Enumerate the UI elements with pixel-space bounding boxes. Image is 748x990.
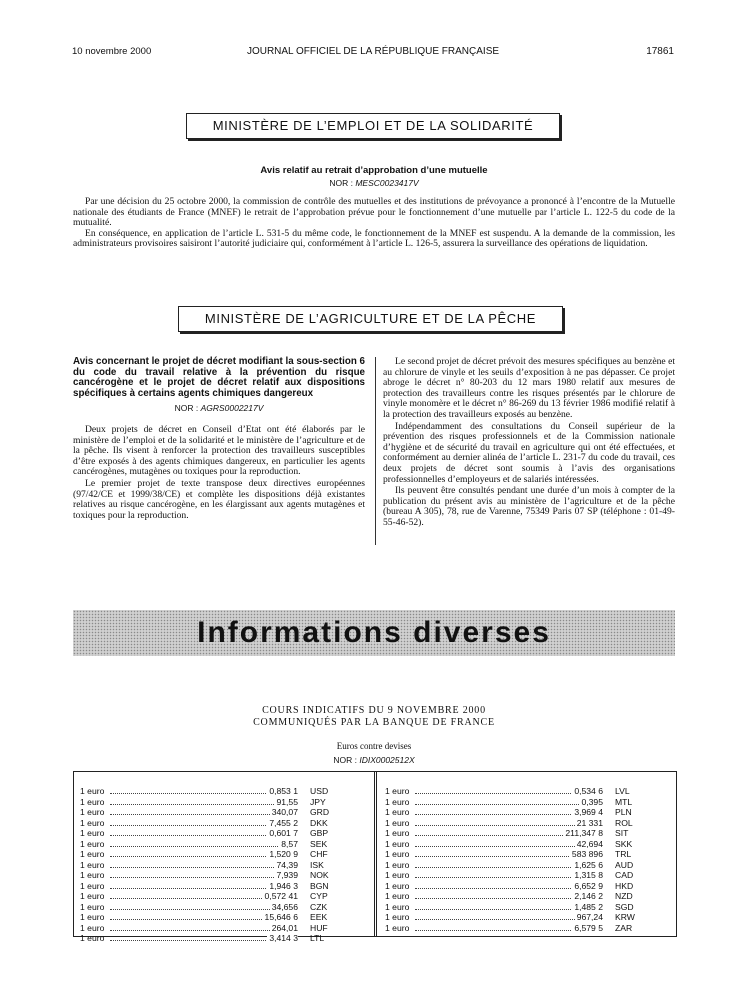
rate-label: 1 euro <box>80 870 105 880</box>
currency-code: ISK <box>310 859 324 870</box>
currency-code: GRD <box>310 807 330 817</box>
paragraph: Le second projet de décret prévoit des mesures spécifiques au benzène et au chlorure de vinyle et les seuils d’exposition à ne pas dépasser. Ce projet abroge le décret n° 80-203 du 12 mars 1980 relatif aux mesures de protection des travailleurs contre les risques présentés par le chlorure de vinyle monomère et le décret n° 86-269 du 13 février 1986 modifié relatif à la protection des travailleurs exposés au benzène. <box>383 356 675 420</box>
right-column <box>383 357 675 530</box>
rates-left-column <box>80 786 360 944</box>
rate-value: 1,625 6 <box>574 859 603 870</box>
rate-value: 42,694 <box>576 838 603 849</box>
rate-value: 6,579 5 <box>574 922 603 933</box>
nor-code: IDIX0002512X <box>359 755 415 765</box>
nor-label: NOR : <box>329 178 353 188</box>
cours-title-line2: COMMUNIQUÉS PAR LA BANQUE DE FRANCE <box>253 717 495 728</box>
rate-label: 1 euro <box>385 912 410 922</box>
rate-row <box>80 881 360 892</box>
nor-code: MESC0023417V <box>355 178 419 188</box>
leader-dots <box>110 814 288 815</box>
rate-row <box>385 912 665 923</box>
paragraph: En conséquence, en application de l’article L. 531-5 du même code, le fonctionnement de la MNEF est suspendu. A la demande de la commission, les administrateurs provisoires saisiront l’autorité judiciaire qui, conformément à l’article L. 126-5, assurera la surveillance des opérations de liquidation. <box>73 227 675 250</box>
leader-dots <box>415 856 593 857</box>
rate-label: 1 euro <box>385 828 410 838</box>
currency-code: SIT <box>615 828 629 838</box>
rate-row <box>385 923 665 934</box>
rate-label: 1 euro <box>80 796 105 807</box>
rate-label: 1 euro <box>80 807 105 817</box>
currency-code: NZD <box>615 891 633 901</box>
rate-row <box>80 797 360 808</box>
rate-value: 1,485 2 <box>574 901 603 912</box>
rate-row <box>385 860 665 871</box>
currency-code: SKK <box>615 838 633 849</box>
rate-value: 264,01 <box>271 922 298 933</box>
leader-dots <box>110 825 288 826</box>
leader-dots <box>110 835 288 836</box>
rate-label: 1 euro <box>385 891 410 901</box>
journal-title: JOURNAL OFFICIEL DE LA RÉPUBLIQUE FRANÇAISE <box>246 46 500 57</box>
leader-dots <box>110 856 288 857</box>
currency-code: USD <box>310 786 329 796</box>
rate-row <box>385 786 665 797</box>
leader-dots <box>110 909 288 910</box>
cours-subtitle: Euros contre devises <box>336 741 412 751</box>
nor-reference-3 <box>73 755 675 765</box>
currency-code: GBP <box>310 828 329 838</box>
leader-dots <box>110 898 288 899</box>
rate-label: 1 euro <box>80 891 105 901</box>
rate-row <box>80 933 360 944</box>
rate-label: 1 euro <box>385 870 410 880</box>
rate-value: 0,534 6 <box>574 786 603 796</box>
currency-code: ROL <box>615 817 633 828</box>
currency-code: SGD <box>615 901 634 912</box>
rate-label: 1 euro <box>385 859 410 870</box>
leader-dots <box>110 940 288 941</box>
rate-label: 1 euro <box>385 786 410 796</box>
rate-label: 1 euro <box>385 901 410 912</box>
currency-code: CAD <box>615 870 634 880</box>
rate-label: 1 euro <box>385 849 410 859</box>
rate-row <box>80 807 360 818</box>
rate-row <box>385 797 665 808</box>
rate-value: 3,969 4 <box>574 807 603 817</box>
leader-dots <box>110 930 288 931</box>
rate-value: 1,946 3 <box>269 880 298 891</box>
rate-row <box>80 860 360 871</box>
leader-dots <box>415 867 593 868</box>
currency-code: CYP <box>310 891 328 901</box>
rate-row <box>80 818 360 829</box>
rate-label: 1 euro <box>385 880 410 891</box>
paragraph: Le premier projet de texte transpose deux directives européennes (97/42/CE et 1999/38/CE) et complète les dispositions déjà existantes relatives au risque cancérogène, en les élargissant aux agents mutagènes et toxiques pour la reproduction. <box>73 477 365 521</box>
leader-dots <box>110 888 288 889</box>
rates-right-column <box>385 786 665 933</box>
rate-value: 7,939 <box>276 870 298 880</box>
rate-value: 7,455 2 <box>269 817 298 828</box>
paragraph: Ils peuvent être consultés pendant une durée d’un mois à compter de la publication du présent avis au ministère de l’agriculture et de la pêche (bureau A 305), 78, rue de Varenne, 75349 Paris 07 SP (téléphone : 01-49-55-46-52). <box>383 485 675 528</box>
rate-row <box>385 902 665 913</box>
rate-row <box>80 870 360 881</box>
leader-dots <box>415 909 593 910</box>
rate-value: 583 896 <box>571 849 603 859</box>
rate-value: 74,39 <box>276 859 298 870</box>
rate-value: 340,07 <box>271 807 298 817</box>
rate-label: 1 euro <box>80 817 105 828</box>
rate-label: 1 euro <box>80 859 105 870</box>
rate-row <box>385 881 665 892</box>
rate-label: 1 euro <box>80 828 105 838</box>
rate-value: 8,57 <box>281 838 298 849</box>
rate-row <box>385 839 665 850</box>
rate-row <box>80 891 360 902</box>
cours-title-line1: COURS INDICATIFS DU 9 NOVEMBRE 2000 <box>262 705 486 716</box>
page-number: 17861 <box>646 46 674 57</box>
left-column <box>73 357 365 522</box>
currency-code: HUF <box>310 922 328 933</box>
rate-value: 21 331 <box>576 817 603 828</box>
rate-label: 1 euro <box>80 849 105 859</box>
currency-code: LVL <box>615 786 630 796</box>
rate-value: 1,520 9 <box>269 849 298 859</box>
leader-dots <box>415 793 593 794</box>
rate-value: 0,853 1 <box>269 786 298 796</box>
currency-code: JPY <box>310 796 326 807</box>
leader-dots <box>110 877 288 878</box>
rate-label: 1 euro <box>80 838 105 849</box>
rate-row <box>385 828 665 839</box>
rate-value: 2,146 2 <box>574 891 603 901</box>
leader-dots <box>415 888 593 889</box>
rate-label: 1 euro <box>80 922 105 933</box>
leader-dots <box>415 825 593 826</box>
informations-diverses-banner <box>73 610 675 656</box>
currency-code: NOK <box>310 870 329 880</box>
rate-value: 211,347 8 <box>565 828 603 838</box>
nor-code: AGRS0002217V <box>200 403 264 413</box>
rate-value: 967,24 <box>576 912 603 922</box>
avis-title-decret: Avis concernant le projet de décret modifiant la sous-section 6 du code du travail relative à la prévention du risque cancérogène et le projet de décret relatif aux dispositions spécifiques à certains agents chimiques dangereux <box>73 356 365 399</box>
currency-code: EEK <box>310 912 328 922</box>
paragraph: Par une décision du 25 octobre 2000, la commission de contrôle des mutuelles et des institutions de prévoyance a prononcé à l’encontre de la Mutuelle nationale des étudiants de France (MNEF) le retrait de l’approbation prévue pour le fonctionnement d’une mutuelle par l’article L. 122-5 du code de la mutualité. <box>73 196 675 229</box>
rate-label: 1 euro <box>385 796 410 807</box>
rate-label: 1 euro <box>80 880 105 891</box>
avis-body-mutuelle <box>73 197 675 250</box>
rate-row <box>385 807 665 818</box>
rate-row <box>80 828 360 839</box>
leader-dots <box>110 846 288 847</box>
currency-code: BGN <box>310 880 329 891</box>
paragraph: Indépendamment des consultations du Conseil supérieur de la prévention des risques professionnels et de la Commission nationale d’hygiène et de sécurité du travail en agriculture qui ont été effectuées, et conformément au dernier alinéa de l’article L. 231-7 du code du travail, ces deux projets de décret sont soumis à l’avis des organisations professionnelles d’employeurs et de salariés intéressées. <box>383 420 675 485</box>
rate-label: 1 euro <box>385 838 410 849</box>
currency-code: AUD <box>615 859 634 870</box>
ministry-heading-agriculture: MINISTÈRE DE L’AGRICULTURE ET DE LA PÊCHE <box>178 306 563 332</box>
banner-title: Informations diverses <box>197 616 551 649</box>
leader-dots <box>415 898 593 899</box>
leader-dots <box>110 804 288 805</box>
rate-value: 91,55 <box>276 796 298 807</box>
nor-label: NOR : <box>174 403 199 413</box>
rate-label: 1 euro <box>80 786 105 796</box>
leader-dots <box>110 793 288 794</box>
rate-row <box>385 818 665 829</box>
rate-value: 0,395 <box>581 796 603 807</box>
rate-value: 6,652 9 <box>574 880 603 891</box>
rate-row <box>80 786 360 797</box>
currency-code: ZAR <box>615 922 633 933</box>
ministry-heading-emploi: MINISTÈRE DE L’EMPLOI ET DE LA SOLIDARITÉ <box>186 113 560 139</box>
rate-row <box>80 839 360 850</box>
rate-label: 1 euro <box>80 912 105 922</box>
leader-dots <box>415 804 593 805</box>
leader-dots <box>110 867 288 868</box>
currency-code: DKK <box>310 817 328 828</box>
rate-row <box>385 870 665 881</box>
header-date: 10 novembre 2000 <box>72 46 152 57</box>
currency-code: PLN <box>615 807 632 817</box>
nor-reference-1 <box>73 178 675 188</box>
rate-row <box>385 849 665 860</box>
table-column-divider <box>374 772 377 936</box>
page-header <box>72 46 674 62</box>
leader-dots <box>415 919 593 920</box>
rate-value: 0,601 7 <box>269 828 298 838</box>
currency-code: KRW <box>615 912 635 922</box>
rate-value: 0,572 41 <box>264 891 298 901</box>
leader-dots <box>415 846 593 847</box>
rate-row <box>80 912 360 923</box>
currency-code: SEK <box>310 838 328 849</box>
nor-reference-2 <box>73 403 365 413</box>
rate-row <box>80 923 360 934</box>
currency-code: TRL <box>615 849 632 859</box>
rate-label: 1 euro <box>80 901 105 912</box>
rate-label: 1 euro <box>385 817 410 828</box>
rate-row <box>80 902 360 913</box>
leader-dots <box>110 919 288 920</box>
currency-code: CHF <box>310 849 328 859</box>
rate-label: 1 euro <box>385 807 410 817</box>
rate-label: 1 euro <box>385 922 410 933</box>
rate-label: 1 euro <box>80 933 105 943</box>
leader-dots <box>415 930 593 931</box>
nor-label: NOR : <box>333 755 357 765</box>
leader-dots <box>415 877 593 878</box>
column-divider <box>375 357 376 545</box>
rate-value: 15,646 6 <box>264 912 298 922</box>
currency-code: HKD <box>615 880 634 891</box>
currency-code: MTL <box>615 796 633 807</box>
avis-title-mutuelle: Avis relatif au retrait d’approbation d’une mutuelle <box>260 165 488 176</box>
exchange-rates-table <box>73 771 677 943</box>
leader-dots <box>415 814 593 815</box>
paragraph: Deux projets de décret en Conseil d’Etat ont été élaborés par le ministère de l’emploi et de la solidarité et le ministère de l’agriculture et de la pêche. Ils visent à renforcer la protection des travailleurs susceptibles d’être exposés à des agents chimiques dangereux, en particulier les agents cancérogènes, mutagènes ou toxiques pour la reproduction. <box>73 424 365 478</box>
rate-row <box>80 849 360 860</box>
rate-value: 34,656 <box>271 901 298 912</box>
currency-code: CZK <box>310 901 328 912</box>
rate-row <box>385 891 665 902</box>
rate-value: 1,315 8 <box>574 870 603 880</box>
rate-value: 3,414 3 <box>269 933 298 943</box>
currency-code: LTL <box>310 933 325 943</box>
